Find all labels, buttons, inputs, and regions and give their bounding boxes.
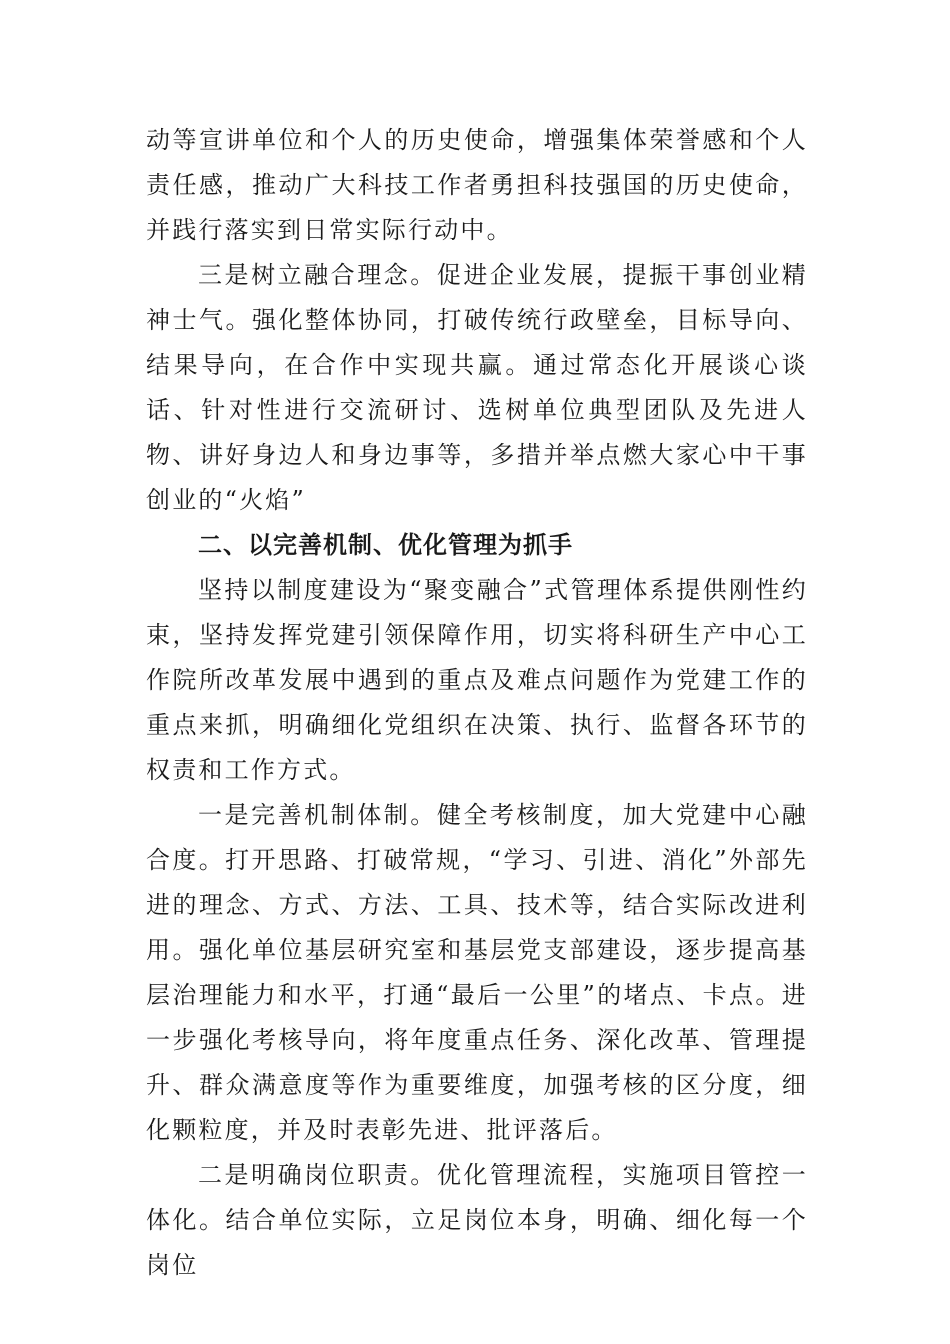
paragraph-improve-mechanism: 一是完善机制体制。健全考核制度，加大党建中心融合度。打开思路、打破常规，“学习、引进、消化”外部先进的理念、方式、方法、工具、技术等，结合实际改进利用。强化单位基层研究室和基层党支部建设，逐步提高基层治理能力和水平，打通“最后一公里”的堵点、卡点。进一步强化考核导向，将年度重点任务、深化改革、管理提升、群众满意度等作为重要维度，加强考核的区分度，细化颗粒度，并及时表彰先进、批评落后。 <box>146 801 808 1144</box>
document-body <box>146 118 808 1288</box>
paragraph-integration-concept: 三是树立融合理念。促进企业发展，提振干事创业精神士气。强化整体协同，打破传统行政壁垒，目标导向、结果导向，在合作中实现共赢。通过常态化开展谈心谈话、针对性进行交流研讨、选树单位典型团队及先进人物、讲好身边人和身边事等，多措并举点燃大家心中干事创业的“火焰” <box>146 261 808 514</box>
paragraph-job-responsibilities: 二是明确岗位职责。优化管理流程，实施项目管控一体化。结合单位实际，立足岗位本身，明确、细化每一个岗位 <box>146 1161 808 1279</box>
paragraph-mission-continuation: 动等宣讲单位和个人的历史使命，增强集体荣誉感和个人责任感，推动广大科技工作者勇担科技强国的历史使命，并践行落实到日常实际行动中。 <box>146 126 808 244</box>
paragraph-institution-building: 坚持以制度建设为“聚变融合”式管理体系提供刚性约束，坚持发挥党建引领保障作用，切实将科研生产中心工作院所改革发展中遇到的重点及难点问题作为党建工作的重点来抓，明确细化党组织在决策、执行、监督各环节的权责和工作方式。 <box>146 576 808 784</box>
section-heading-mechanism: 二、以完善机制、优化管理为抓手 <box>198 531 573 559</box>
